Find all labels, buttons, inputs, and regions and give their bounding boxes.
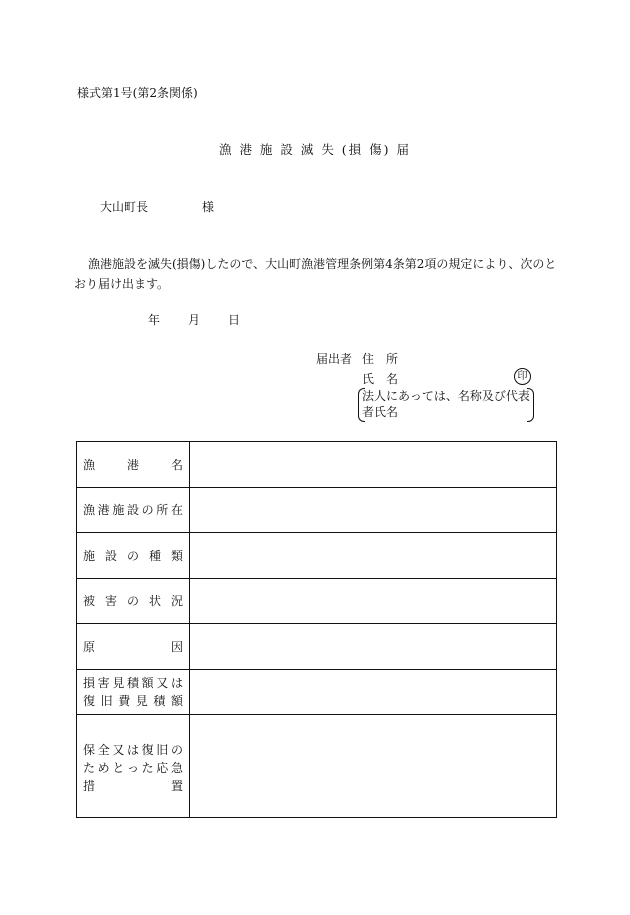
corporate-note [358, 386, 534, 422]
label-text: 漁 港 名 [83, 457, 183, 472]
page-title: 漁 港 施 設 滅 失 (損 傷) 届 [218, 142, 412, 157]
table-row [77, 579, 557, 624]
row-label-cause [77, 624, 190, 670]
row-label-estimated-cost [77, 670, 190, 715]
seal-mark: 印 [514, 368, 531, 385]
row-label-damage-status [77, 579, 190, 624]
field-cause[interactable] [190, 624, 557, 670]
addressee-name: 大山町長 [100, 200, 149, 214]
row-label-facility-location [77, 488, 190, 533]
table-row [77, 488, 557, 533]
label-line: 保 全 又 は 復 旧 の [83, 743, 183, 757]
field-estimated-cost[interactable] [190, 670, 557, 715]
info-table [76, 441, 557, 818]
label-text: 原 因 [83, 639, 183, 654]
label-line: 復 旧 費 見 積 額 [83, 694, 183, 708]
row-label-emergency-measures [77, 715, 190, 818]
label-text: 漁 港 施 設 の 所 在 [83, 503, 183, 517]
applicant-label: 届出者 [316, 352, 353, 366]
row-label-fishing-port [77, 442, 190, 488]
table-row [77, 533, 557, 579]
label-text: 施 設 の 種 類 [83, 548, 183, 563]
date-line [148, 311, 240, 328]
table-row [77, 442, 557, 488]
field-emergency-measures[interactable] [190, 715, 557, 818]
label-line: 損 害 見 積 額 又 は [83, 676, 183, 690]
field-damage-status[interactable] [190, 579, 557, 624]
table-row [77, 670, 557, 715]
field-facility-location[interactable] [190, 488, 557, 533]
right-bracket [527, 388, 534, 422]
table-row [77, 624, 557, 670]
row-label-facility-type [77, 533, 190, 579]
name-label: 氏 名 [362, 372, 399, 386]
date-month-label: 月 [188, 313, 201, 327]
field-facility-type[interactable] [190, 533, 557, 579]
field-fishing-port-name[interactable] [190, 442, 557, 488]
body-text: 漁港施設を滅失(損傷)したので、大山町漁港管理条例第4条第2項の規定により、次のとおり届け出ます。 [74, 257, 557, 291]
address-label: 住 所 [362, 352, 399, 366]
form-number: 様式第1号(第2条関係) [77, 86, 198, 100]
label-line: た め と っ た 応 急 [83, 761, 183, 775]
corporate-note-text: 法人にあっては、名称及び代表者氏名 [362, 389, 530, 419]
label-line: 措 置 [83, 779, 183, 793]
table-row [77, 715, 557, 818]
addressee-honorific: 様 [202, 200, 215, 214]
date-year-label: 年 [148, 313, 161, 327]
label-text: 被 害 の 状 況 [83, 594, 183, 608]
date-day-label: 日 [228, 313, 241, 327]
addressee [100, 198, 214, 215]
